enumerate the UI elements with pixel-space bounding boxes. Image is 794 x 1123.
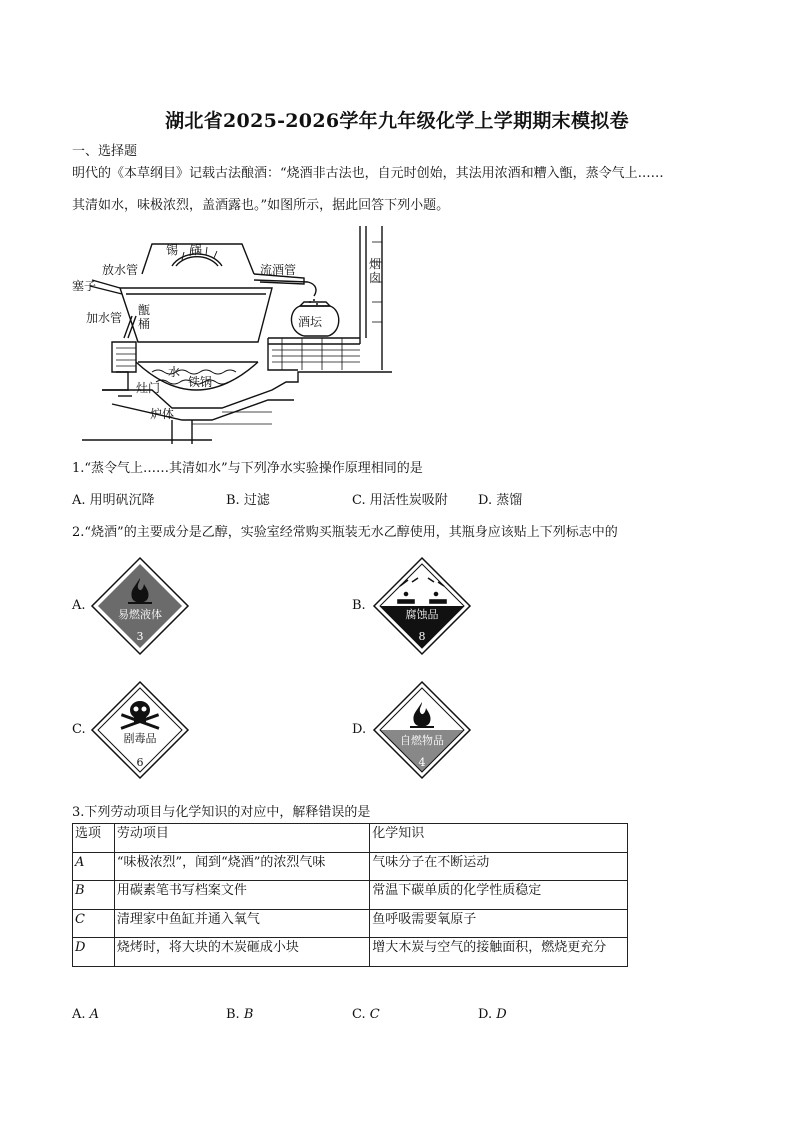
q3-option-a-prefix: A. xyxy=(72,1007,86,1022)
q3-option-d-value: D xyxy=(496,1007,507,1022)
q3-stem: 3.下列劳动项目与化学知识的对应中，解释错误的是 xyxy=(72,805,371,820)
table-cell: 常温下碳单质的化学性质稳定 xyxy=(370,881,628,910)
q3-option-a-value: A xyxy=(89,1007,100,1022)
table-header-cell: 化学知识 xyxy=(370,824,628,853)
flammable-liquid-sign[interactable] xyxy=(90,556,190,656)
table-cell: 气味分子在不断运动 xyxy=(370,852,628,881)
q3-option-b-prefix: B. xyxy=(226,1007,240,1022)
table-cell: 烧烤时，将大块的木炭砸成小块 xyxy=(114,938,369,967)
label-tin-pot: 锡 锅 xyxy=(166,243,203,257)
table-row xyxy=(73,852,628,881)
q2-option-d-letter[interactable]: D. xyxy=(352,722,367,737)
toxic-sign[interactable] xyxy=(90,680,190,780)
sign-d-label: 自燃物品 xyxy=(400,734,444,747)
label-chimney-2: 囱 xyxy=(369,271,382,285)
q1-option-c[interactable]: C. 用活性炭吸附 xyxy=(352,493,448,508)
sign-c-number: 6 xyxy=(136,756,144,769)
label-water: 水 xyxy=(168,365,181,379)
q2-option-b-letter[interactable]: B. xyxy=(352,598,366,613)
q3-option-b-value: B xyxy=(243,1007,254,1022)
q3-option-a[interactable] xyxy=(72,1007,99,1022)
label-furnace: 炉体 xyxy=(150,407,175,421)
intro-line-2: 其清如水，味极浓烈，盖酒露也。”如图所示，据此回答下列小题。 xyxy=(72,198,450,213)
table-cell: D xyxy=(73,938,115,967)
label-plug: 塞子 xyxy=(72,279,97,293)
table-row xyxy=(73,909,628,938)
label-add-water: 加水管 xyxy=(86,311,123,325)
label-drain-pipe: 放水管 xyxy=(102,263,139,277)
q1-option-b[interactable]: B. 过滤 xyxy=(226,493,270,508)
label-wine-pipe: 流酒管 xyxy=(260,263,297,277)
table-row xyxy=(73,881,628,910)
sign-b-label: 腐蚀品 xyxy=(405,608,439,621)
table-header-cell: 选项 xyxy=(73,824,115,853)
sign-a-label: 易燃液体 xyxy=(118,608,162,621)
table-row xyxy=(73,938,628,967)
q3-option-c-prefix: C. xyxy=(352,1007,366,1022)
q3-option-c[interactable] xyxy=(352,1007,380,1022)
q3-table xyxy=(72,823,628,967)
q1-option-a[interactable]: A. 用明矾沉降 xyxy=(72,493,155,508)
q2-option-c-letter[interactable]: C. xyxy=(72,722,86,737)
label-chimney-1: 烟 xyxy=(369,257,382,271)
table-cell: 鱼呼吸需要氧原子 xyxy=(370,909,628,938)
page-title: 湖北省2025-2026学年九年级化学上学期期末模拟卷 xyxy=(165,110,629,132)
q2-option-a-letter[interactable]: A. xyxy=(72,598,86,613)
label-stove-door: 灶门 xyxy=(136,381,161,395)
label-jar: 酒坛 xyxy=(298,315,323,329)
q3-option-c-value: C xyxy=(369,1007,380,1022)
section-heading: 一、选择题 xyxy=(72,144,138,159)
table-cell: “味极浓烈”，闻到“烧酒”的浓烈气味 xyxy=(114,852,369,881)
spontaneous-combustion-sign[interactable] xyxy=(372,680,472,780)
label-zeng-1: 甑 xyxy=(138,303,151,317)
q1-stem: 1.“蒸令气上……其清如水”与下列净水实验操作原理相同的是 xyxy=(72,461,423,476)
table-cell: A xyxy=(73,852,115,881)
table-cell: 增大木炭与空气的接触面积，燃烧更充分 xyxy=(370,938,628,967)
q3-option-d[interactable] xyxy=(478,1007,507,1022)
sign-b-number: 8 xyxy=(418,630,426,643)
table-header-row xyxy=(73,824,628,853)
table-cell: 用碳素笔书写档案文件 xyxy=(114,881,369,910)
table-cell: C xyxy=(73,909,115,938)
sign-c-label: 剧毒品 xyxy=(123,732,157,745)
q3-option-b[interactable] xyxy=(226,1007,253,1022)
q2-stem: 2.“烧酒”的主要成分是乙醇，实验室经常购买瓶装无水乙醇使用，其瓶身应该贴上下列标志中的 xyxy=(72,525,618,540)
table-header-cell: 劳动项目 xyxy=(114,824,369,853)
q3-option-d-prefix: D. xyxy=(478,1007,493,1022)
label-iron-pot: 铁锅 xyxy=(188,375,213,389)
sign-d-number: 4 xyxy=(418,756,426,769)
table-cell: 清理家中鱼缸并通入氧气 xyxy=(114,909,369,938)
sign-a-number: 3 xyxy=(136,630,144,643)
intro-line-1: 明代的《本草纲目》记载古法酿酒：“烧酒非古法也，自元时创始，其法用浓酒和糟入甑，蒸令气上…… xyxy=(72,166,664,181)
label-zeng-2: 桶 xyxy=(138,317,151,331)
q1-option-d[interactable]: D. 蒸馏 xyxy=(478,493,523,508)
distillation-diagram xyxy=(72,222,392,444)
corrosive-sign[interactable] xyxy=(372,556,472,656)
table-cell: B xyxy=(73,881,115,910)
